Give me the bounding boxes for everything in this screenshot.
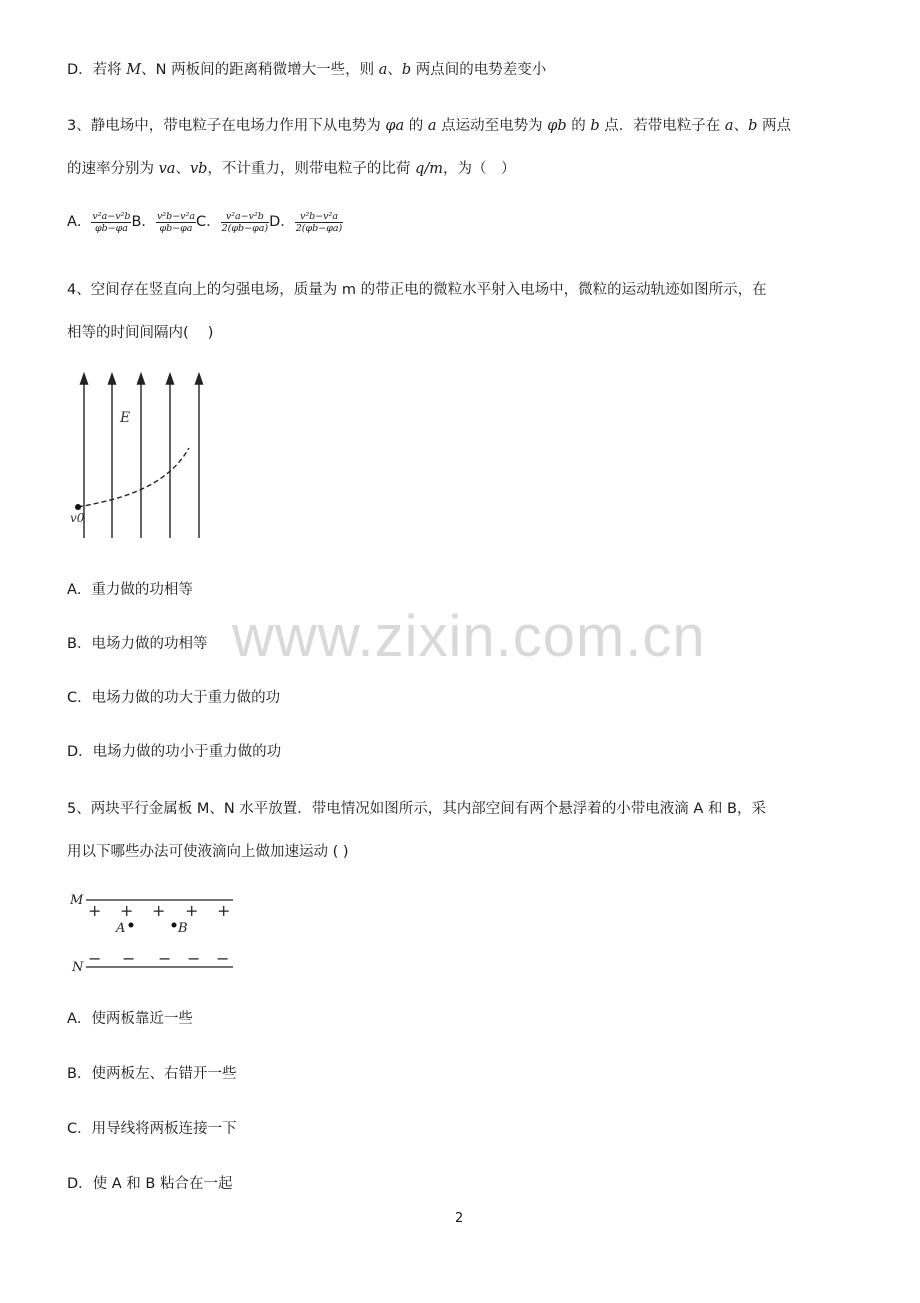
q3-option-a-fraction: $\frac{\text{v²a−v²b}}{\varphi b-\varphi a}$ <box>92 210 131 234</box>
arrow-head <box>196 374 203 384</box>
velocity-label: v0 <box>70 511 85 525</box>
q3-stem-line1: 3、静电场中，带电粒子在电场力作用下从电势为 φa 的 a 点运动至电势为 φb 的 b 点．若带电粒子在 a、b 两点 <box>67 118 791 134</box>
drop-a-label: A <box>116 921 126 936</box>
drop-a <box>129 923 134 928</box>
q4-stem-line1: 4、空间存在竖直向上的匀强电场，质量为 m 的带正电的微粒水平射入电场中，微粒的运动轨迹如图所示，在 <box>67 282 767 298</box>
q5-option-d: D．使 A 和 B 粘合在一起 <box>67 1176 233 1192</box>
plus-sign: + <box>185 901 199 920</box>
plus-sign: + <box>152 901 166 920</box>
minus-sign: − <box>187 949 201 968</box>
minus-sign: − <box>122 949 136 968</box>
q4-option-a: A．重力做的功相等 <box>67 582 193 598</box>
q2-option-d: D．若将 M、N 两板间的距离稍微增大一些，则 a、b 两点间的电势差变小 <box>67 62 547 78</box>
plate-n-label: N <box>72 960 84 975</box>
q5-option-b: B．使两板左、右错开一些 <box>67 1066 237 1082</box>
drop-b <box>172 923 177 928</box>
q5-option-c: C．用导线将两板连接一下 <box>67 1121 237 1137</box>
q3-option-d-fraction: $\frac{\text{v²b−v²a}}{2(\varphi b-\varphi a)}$ <box>295 210 343 234</box>
q5-stem-line1: 5、两块平行金属板 M、N 水平放置．带电情况如图所示，其内部空间有两个悬浮着的小带电液滴 A 和 B，采 <box>67 801 766 817</box>
minus-sign: − <box>158 949 172 968</box>
field-label-e: E <box>120 410 131 426</box>
q3-option-a-label: A． <box>67 214 92 230</box>
q3-stem-line2: 的速率分别为 va、vb，不计重力，则带电粒子的比荷 q/m，为（ ） <box>67 161 516 177</box>
particle-trajectory <box>78 448 189 507</box>
q3-option-d-label: D． <box>269 214 295 230</box>
q4-option-b: B．电场力做的功相等 <box>67 636 208 652</box>
q3-option-c-fraction: $\frac{\text{v²a−v²b}}{2(\varphi b-\varphi a)}$ <box>221 210 269 234</box>
particle-dot <box>75 504 81 510</box>
page-number: 2 <box>455 1211 464 1226</box>
q3-options <box>67 210 343 234</box>
minus-sign: − <box>88 949 102 968</box>
q3-option-b-label: B． <box>131 214 156 230</box>
plus-sign: + <box>217 901 231 920</box>
arrow-head <box>81 374 88 384</box>
watermark: www.zixin.com.cn <box>232 604 706 669</box>
plate-m-label: M <box>70 893 84 908</box>
q4-option-d: D．电场力做的功小于重力做的功 <box>67 744 282 760</box>
q5-stem-line2: 用以下哪些办法可使液滴向上做加速运动 ( ) <box>67 844 349 860</box>
q3-option-c-label: C． <box>196 214 221 230</box>
arrow-head <box>167 374 174 384</box>
drop-b-label: B <box>178 921 188 936</box>
arrow-head <box>138 374 145 384</box>
plus-sign: + <box>120 901 134 920</box>
q3-option-b-fraction: $\frac{\text{v²b−v²a}}{\varphi b-\varphi a}$ <box>156 210 195 234</box>
q4-field-diagram <box>65 372 215 542</box>
plus-sign: + <box>88 901 102 920</box>
minus-sign: − <box>216 949 230 968</box>
arrow-head <box>109 374 116 384</box>
q4-option-c: C．电场力做的功大于重力做的功 <box>67 690 281 706</box>
q5-plates-diagram <box>68 888 238 978</box>
q5-option-a: A．使两板靠近一些 <box>67 1011 193 1027</box>
q4-stem-line2: 相等的时间间隔内( ) <box>67 325 214 341</box>
